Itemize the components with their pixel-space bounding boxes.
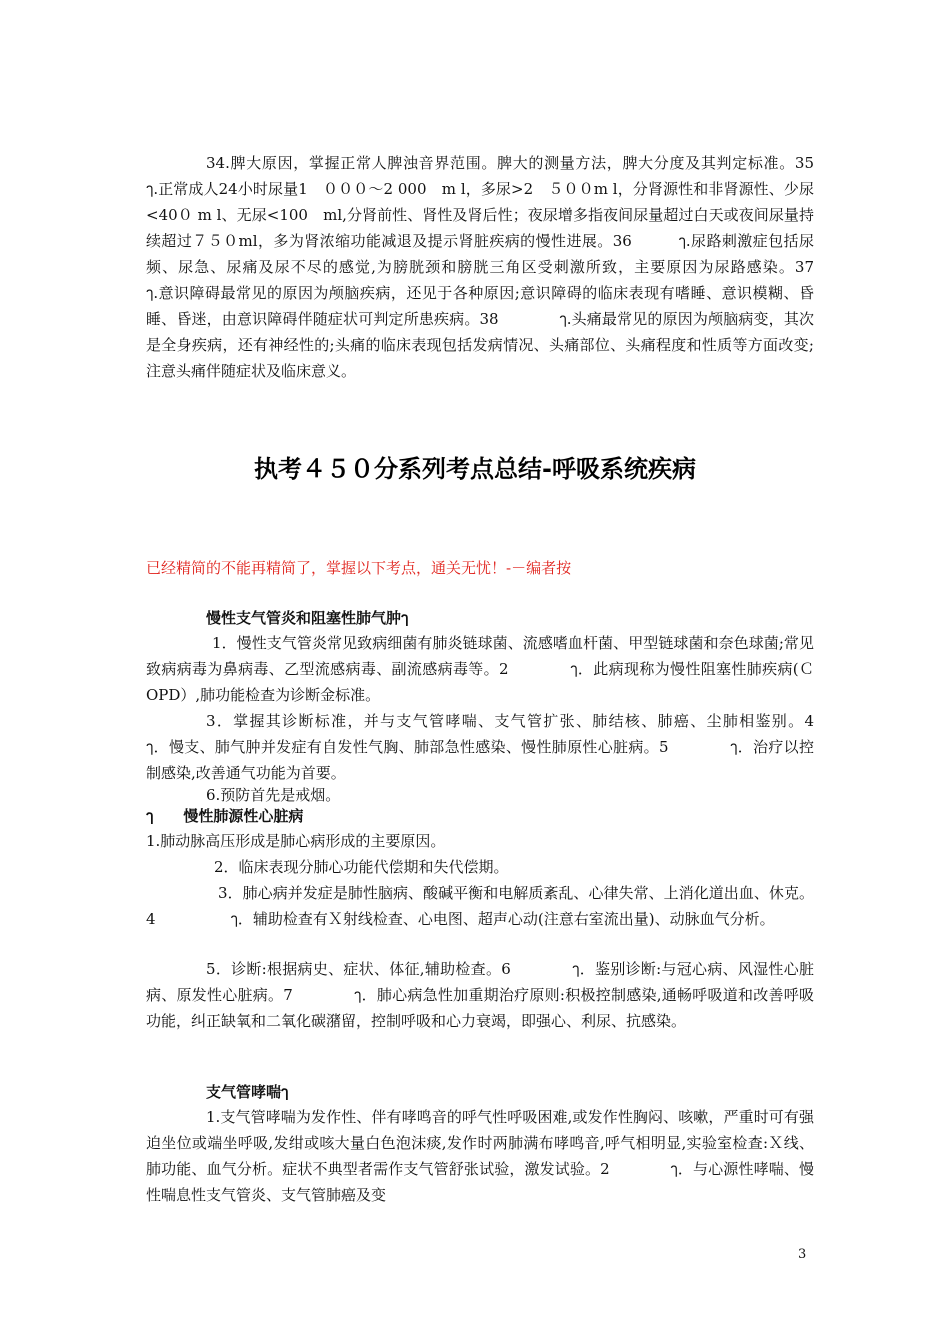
copd-paragraph-2: 3．掌握其诊断标准，并与支气管哮喘、支气管扩张、肺结核、肺癌、尘肺相鉴别。4 ๅ．慢支、肺气肿并发症有自发性气胸、肺部急性感染、慢性肺原性心脏病。5 ๅ．治疗以控制感染,改善通气功能为首要。 bbox=[146, 712, 875, 782]
cor-pulmonale-paragraph-2: 2．临床表现分肺心功能代偿期和失代偿期。 bbox=[214, 858, 509, 876]
copd-paragraph-1: 1．慢性支气管炎常见致病细菌有肺炎链球菌、流感嗜血杆菌、甲型链球菌和奈色球菌;常见致病病毒为鼻病毒、乙型流感病毒、副流感病毒等。2 ๅ．此病现称为慢性阻塞性肺疾病(Ｃ OPD）,肺功能检查为诊断金标准。 bbox=[146, 634, 814, 704]
asthma-paragraph-1: 1.支气管哮喘为发作性、伴有哮鸣音的呼气性呼吸困难,或发作性胸闷、咳嗽，严重时可有强迫坐位或端坐呼吸,发绀或咳大量白色泡沫痰,发作时两肺满布哮鸣音,呼气相明显,实验室检查:Ｘ线、肺功能、血气分析。症状不典型者需作支气管舒张试验，激发试验。2 ๅ．与心源性哮喘、慢性喘息性支气管炎、支气管肺癌及变 bbox=[146, 1108, 814, 1204]
editor-note: 已经精简的不能再精简了，掌握以下考点，通关无忧！-－编者按 bbox=[146, 559, 572, 577]
cor-pulmonale-paragraph-1: 1.肺动脉高压形成是肺心病形成的主要原因。 bbox=[146, 832, 446, 850]
section-heading-cor-pulmonale: ๅ 慢性肺源性心脏病 bbox=[146, 807, 304, 825]
cor-pulmonale-paragraph-3: 3．肺心病并发症是肺性脑病、酸碱平衡和电解质紊乱、心律失常、上消化道出血、休克。 4 ๅ．辅助检查有Ｘ射线检查、心电图、超声心动(注意右室流出量)、动脉血气分析。 bbox=[146, 884, 814, 928]
page-number: 3 bbox=[798, 1247, 807, 1262]
section-heading-asthma: 支气管哮喘ๅ bbox=[206, 1083, 289, 1101]
cor-pulmonale-paragraph-4: 5．诊断:根据病史、症状、体征,辅助检查。6 ๅ．鉴别诊断:与冠心病、风湿性心脏病、原发性心脏病。7 ๅ．肺心病急性加重期治疗原则:积极控制感染,通畅呼吸道和改善呼吸功能，纠正缺氧和二氧化碳潴留，控制呼吸和心力衰竭，即强心、利尿、抗感染。 bbox=[146, 960, 814, 1030]
paragraph-intro: 34.脾大原因，掌握正常人脾浊音界范围。脾大的测量方法，脾大分度及其判定标准。35 ๅ.正常成人24小时尿量1 ０００～2 000 m l，多尿>2 ５００m l，分肾源性和非肾源性、少尿<40０ m l、无尿<100 ml,分肾前性、肾性及肾后性；夜尿增多指夜间尿量超过白天或夜间尿量持续超过７５０ml，多为肾浓缩功能减退及提示肾脏疾病的慢性进展。36 ๅ.尿路刺激症包括尿频、尿急、尿痛及尿不尽的感觉,为膀胱颈和膀胱三角区受刺激所致，主要原因为尿路感染。37 ๅ.意识障碍最常见的原因为颅脑疾病，还见于各种原因;意识障碍的临床表现有嗜睡、意识模糊、昏睡、昏迷，由意识障碍伴随症状可判定所患疾病。38 ๅ.头痛最常见的原因为颅脑病变，其次是全身疾病，还有神经性的;头痛的临床表现包括发病情况、头痛部位、头痛程度和性质等方面改变;注意头痛伴随症状及临床意义。 bbox=[146, 154, 890, 380]
page-title: 执考４５０分系列考点总结-呼吸系统疾病 bbox=[254, 455, 696, 483]
copd-paragraph-3: 6.预防首先是戒烟。 bbox=[206, 786, 341, 804]
section-heading-copd: 慢性支气管炎和阻塞性肺气肿ๅ bbox=[206, 609, 409, 627]
